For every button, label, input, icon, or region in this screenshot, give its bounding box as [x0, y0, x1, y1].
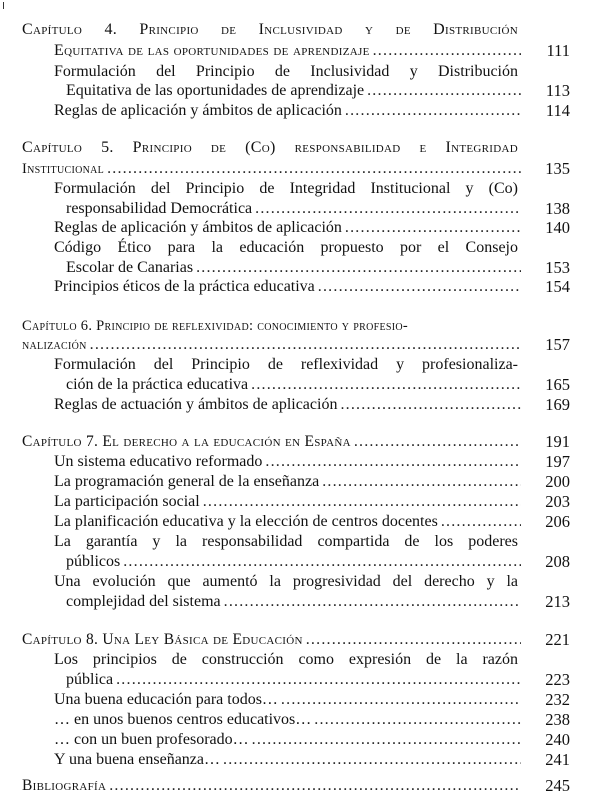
section-entry	[54, 472, 524, 492]
dot-leader	[314, 710, 521, 730]
page-number: 111	[546, 41, 570, 60]
dot-leader	[354, 432, 521, 452]
dot-leader	[109, 776, 521, 796]
page-number: 221	[545, 630, 570, 649]
dot-leader	[251, 375, 521, 395]
dot-leader	[322, 472, 521, 492]
section-title: Reglas de aplicación y ámbitos de aplicación	[54, 102, 342, 119]
section-entry	[54, 750, 524, 770]
dot-leader	[306, 630, 521, 650]
chapter-title-continued	[54, 41, 524, 61]
section-title: Principios éticos de la práctica educativa	[54, 278, 315, 295]
page-number: 232	[545, 690, 570, 709]
chapter-title-line2: Institucional	[22, 161, 105, 177]
dot-leader	[345, 218, 521, 238]
chapter-title: Capítulo 5. Principio de (Co) responsabilidad e Integridad	[22, 139, 518, 156]
section-title-line2: públicos	[66, 553, 121, 570]
section-entry	[54, 730, 524, 750]
page-number: 154	[545, 277, 570, 296]
chapter-title-line2: nalización	[22, 337, 87, 353]
page-number: 191	[545, 432, 570, 451]
section-title-continued	[66, 258, 524, 278]
page-number: 169	[545, 395, 570, 414]
page-number: 208	[545, 552, 570, 571]
section-title: La programación general de la enseñanza	[54, 473, 320, 490]
section-entry	[54, 710, 524, 730]
dot-leader	[340, 395, 521, 415]
section-title: Formulación del Principio de reflexividad y profesionaliza-	[54, 356, 518, 373]
page-number: 223	[545, 670, 570, 689]
bibliography-entry	[22, 776, 524, 796]
section-title: La garantía y la responsabilidad compartida de los poderes	[54, 533, 518, 550]
chapter-title-continued	[22, 159, 524, 179]
section-entry	[54, 690, 524, 710]
section-title-continued	[66, 375, 524, 395]
page-number: 153	[545, 258, 570, 277]
page-number: 245	[545, 776, 570, 795]
dot-leader	[265, 452, 521, 472]
section-title: Y una buena enseñanza…	[54, 751, 220, 768]
section-title-line2: responsabilidad Democrática	[66, 200, 253, 217]
dot-leader	[196, 258, 521, 278]
section-title-line2: pública	[66, 671, 114, 688]
section-title: Código Ético para la educación propuesto por el Consejo	[54, 239, 518, 256]
chapter-entry	[22, 432, 524, 452]
chapter-title-continued	[22, 335, 524, 355]
chapter-title: Capítulo 6. Principio de reflexividad: conocimiento y profesio-	[22, 318, 408, 334]
dot-leader	[318, 277, 521, 297]
dot-leader	[441, 512, 521, 532]
section-title-continued	[66, 199, 524, 219]
section-title: Una evolución que aumentó la progresividad del derecho y la	[54, 573, 518, 590]
section-title: … con un buen profesorado…	[54, 731, 249, 748]
section-entry	[54, 277, 524, 297]
section-title: Formulación del Principio de Inclusividad y Distribución	[54, 63, 518, 80]
page-number: 206	[545, 512, 570, 531]
section-title: La planificación educativa y la elección de centros docentes	[54, 513, 438, 530]
page-number: 197	[545, 452, 570, 471]
page-number: 114	[545, 101, 570, 120]
section-entry	[54, 512, 524, 532]
page-number: 203	[545, 492, 570, 511]
chapter-entry	[22, 630, 524, 650]
chapter-title: Capítulo 7. El derecho a la educación en España	[22, 433, 351, 450]
chapter-title: Capítulo 8. Una Ley Básica de Educación	[22, 631, 303, 648]
section-title: Formulación del Principio de Integridad Institucional y (Co)	[54, 180, 518, 197]
section-title-line2: ción de la práctica educativa	[66, 376, 249, 393]
dot-leader	[123, 552, 521, 572]
page-corner-mark	[3, 2, 8, 9]
section-title-continued	[66, 592, 524, 612]
section-title: Reglas de actuación y ámbitos de aplicación	[54, 396, 338, 413]
section-entry	[54, 452, 524, 472]
page-number: 165	[545, 375, 570, 394]
section-title-line2: Escolar de Canarias	[66, 259, 194, 276]
page-number: 200	[545, 472, 570, 491]
section-title-line2: Equitativa de las oportunidades de aprendizaje	[66, 82, 365, 99]
page-number: 157	[545, 335, 570, 354]
dot-leader	[90, 335, 521, 355]
section-title-continued	[66, 670, 524, 690]
section-entry	[54, 101, 524, 121]
dot-leader	[255, 199, 521, 219]
section-entry	[54, 218, 524, 238]
section-entry	[54, 492, 524, 512]
page-number: 213	[545, 592, 570, 611]
section-title: La participación social	[54, 493, 200, 510]
page-number: 135	[545, 159, 570, 178]
section-title: … en unos buenos centros educativos…	[54, 711, 312, 728]
page-number: 238	[545, 710, 570, 729]
chapter-title: Capítulo 4. Principio de Inclusividad y de Distribución	[22, 21, 518, 38]
dot-leader	[367, 81, 521, 101]
dot-leader	[116, 670, 521, 690]
dot-leader	[107, 159, 521, 179]
chapter-title-line2: Equitativa de las oportunidades de aprendizaje	[54, 42, 370, 59]
bibliography-title: Bibliografía	[22, 777, 107, 794]
page-number: 140	[545, 218, 570, 237]
page-number: 240	[545, 730, 570, 749]
section-title-continued	[66, 552, 524, 572]
dot-leader	[373, 41, 521, 61]
page-number: 138	[545, 199, 570, 218]
dot-leader	[203, 492, 521, 512]
page-number: 113	[545, 81, 570, 100]
section-entry	[54, 395, 524, 415]
section-title: Los principios de construcción como expresión de la razón	[54, 651, 518, 668]
section-title: Una buena educación para todos…	[54, 691, 278, 708]
dot-leader	[345, 101, 521, 121]
section-title: Un sistema educativo reformado	[54, 453, 263, 470]
dot-leader	[281, 690, 521, 710]
dot-leader	[224, 592, 521, 612]
section-title-line2: complejidad del sistema	[66, 593, 221, 610]
dot-leader	[223, 750, 521, 770]
section-title: Reglas de aplicación y ámbitos de aplicación	[54, 219, 342, 236]
section-title-continued	[66, 81, 524, 101]
page-number: 241	[545, 750, 570, 769]
dot-leader	[252, 730, 521, 750]
